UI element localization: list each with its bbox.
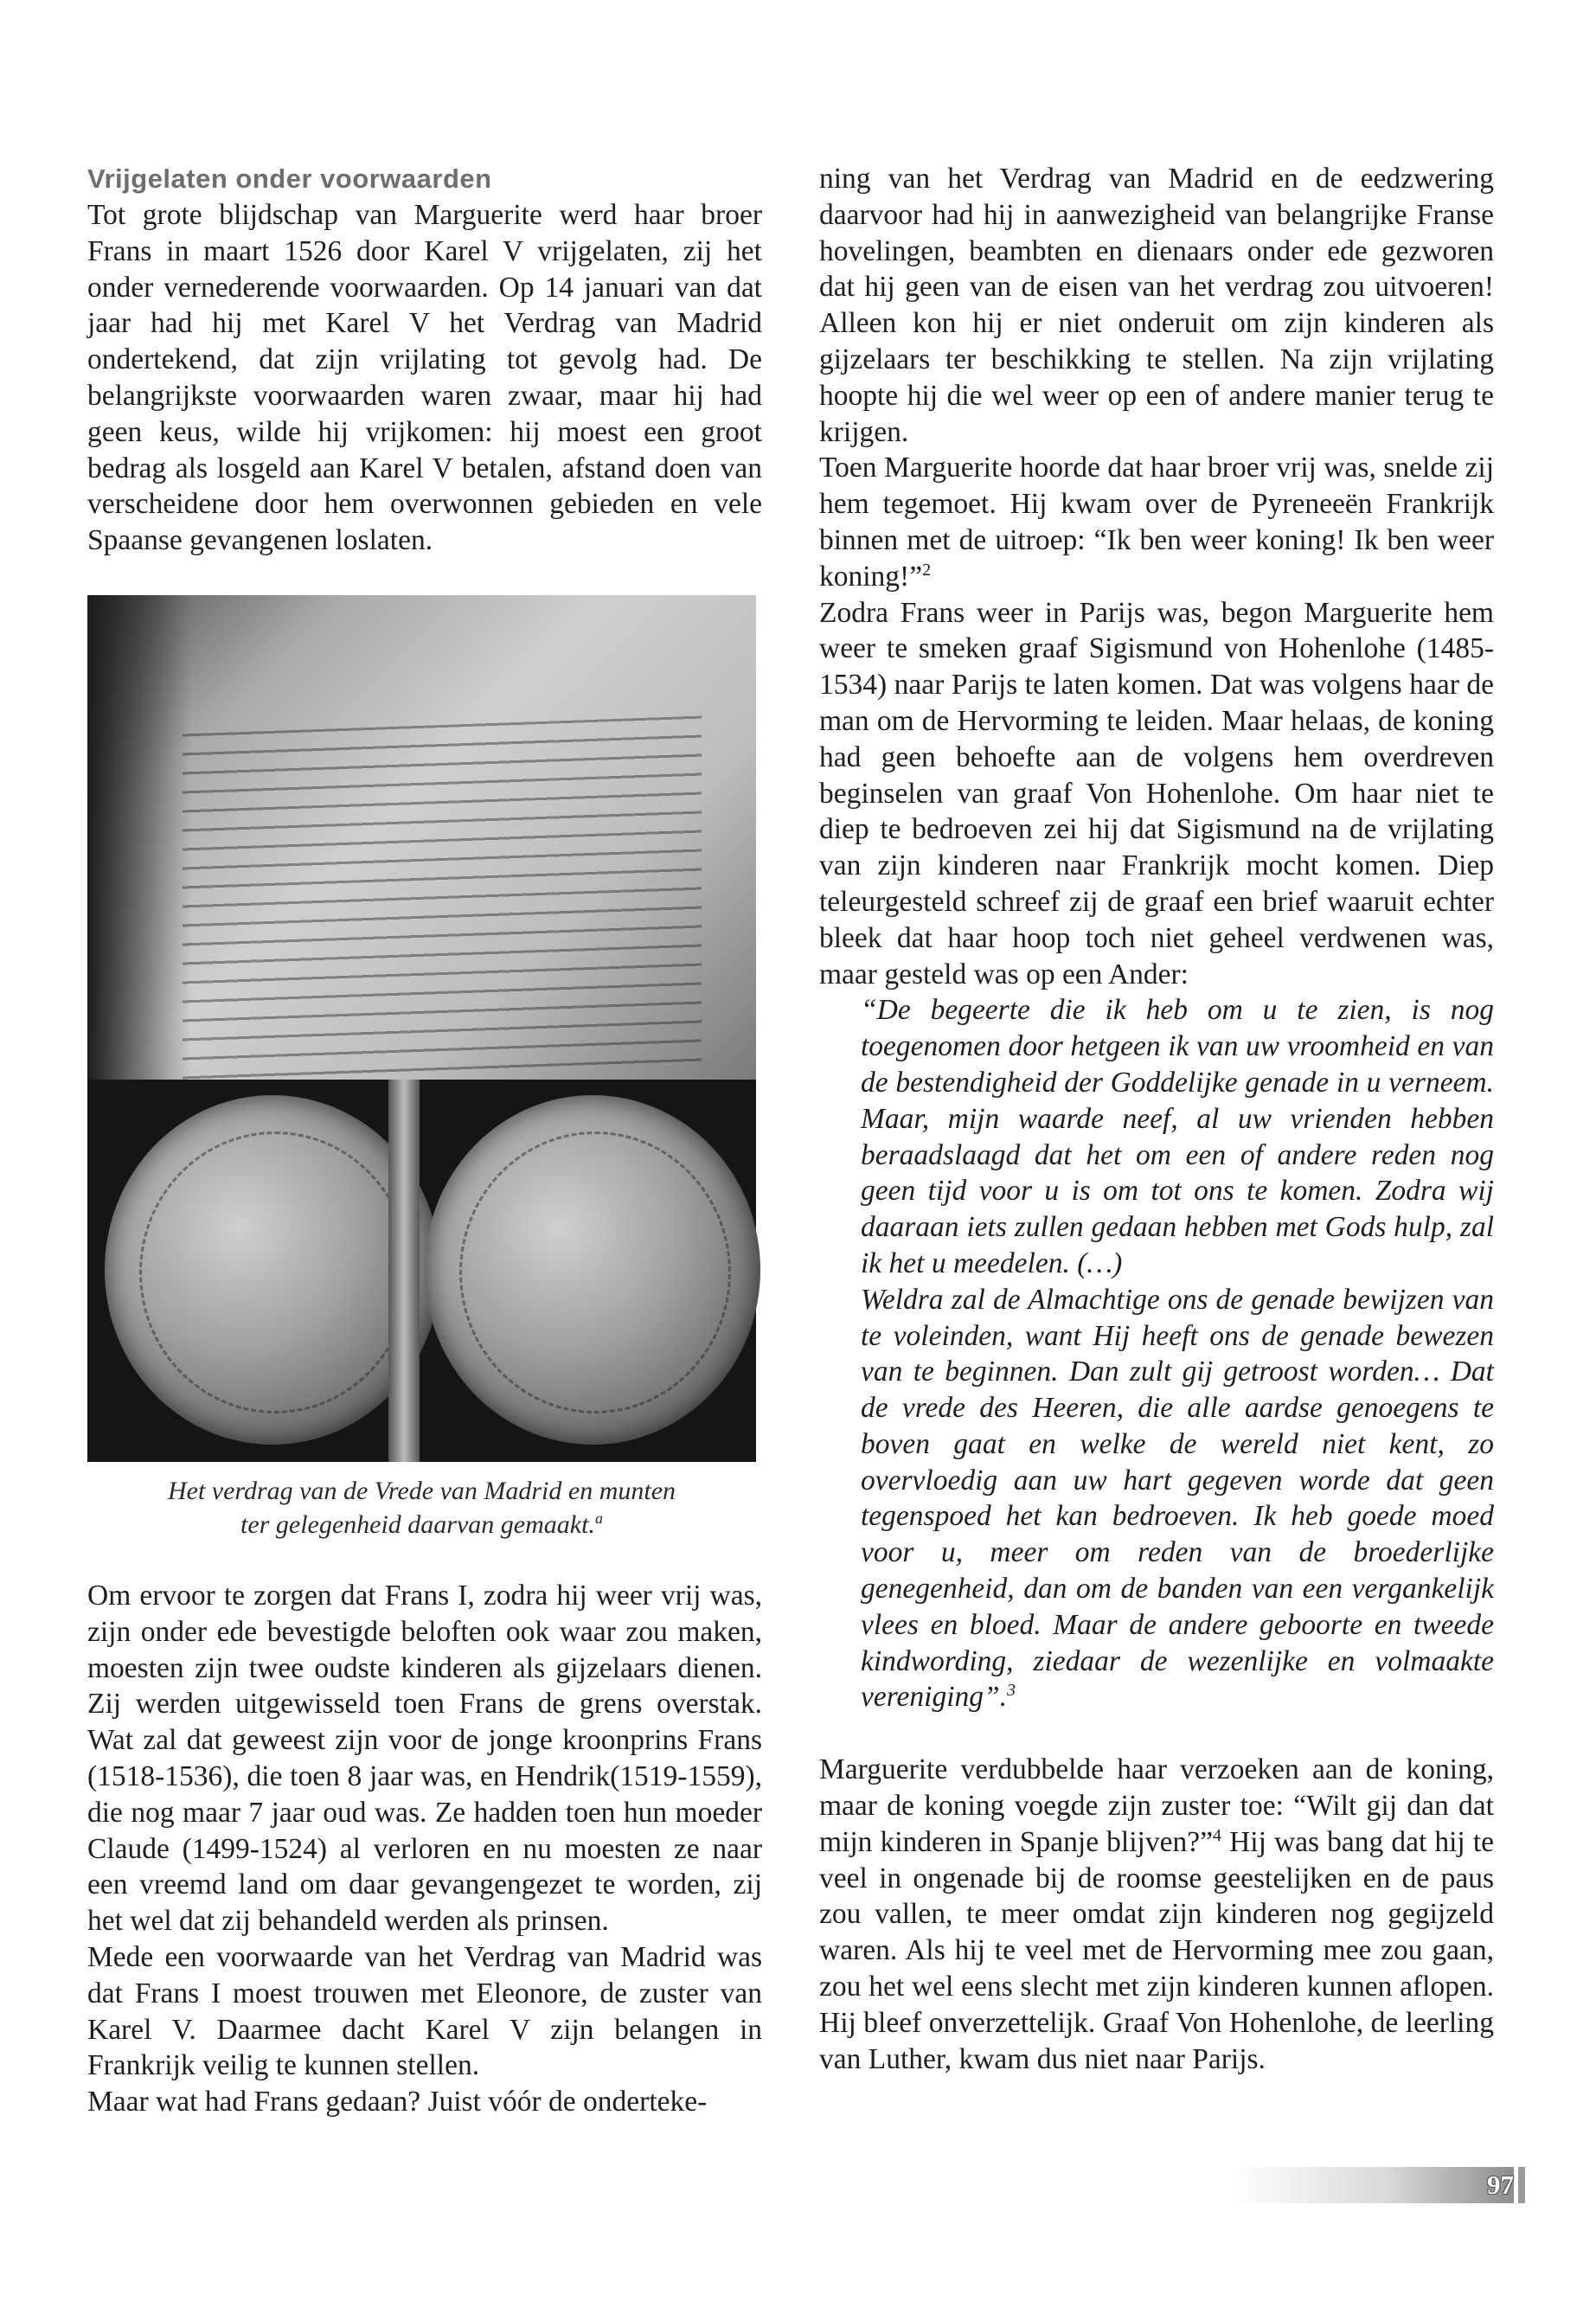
coin-reverse-image (425, 1095, 760, 1445)
caption-line-2: ter gelegenheid daarvan gemaakt. (240, 1509, 595, 1539)
paragraph (819, 450, 1494, 594)
right-column (819, 161, 1494, 2077)
paragraph (819, 1752, 1494, 2077)
page-number: 97 (1487, 2170, 1514, 2200)
paragraph: Tot grote blijdschap van Marguerite werd haar broer Frans in maart 1526 door Karel V vrijgelaten, zij het onder vernederende voorwaarden. Op 14 januari van dat jaar had hij met Karel V het Verdrag van Madrid ondertekend, dat zijn vrijlating tot gevolg had. De belangrijkste voorwaarden waren zwaar, maar hij had geen keus, wilde hij vrijkomen: hij moest een groot bedrag als losgeld aan Karel V betalen, afstand doen van verscheidene door hem overwonnen gebieden en vele Spaanse gevangenen loslaten. (87, 199, 762, 557)
paragraph-text: Marguerite verdubbelde haar verzoeken aan de koning, maar de koning voegde zijn zuster toe: “Wilt gij dan dat mijn kinderen in Spanje blijven?” (819, 1753, 1494, 1858)
coins-image (87, 1080, 756, 1462)
footnote-marker: 2 (922, 560, 932, 580)
paragraph: Om ervoor te zorgen dat Frans I, zodra hij weer vrij was, zijn onder ede bevestigde beloften ook waar zou maken, moesten zijn twee oudste kinderen als gijzelaars dienen. Zij werden uitgewisseld toen Frans de grens overstak. Wat zal dat geweest zijn voor de jonge kroonprins Frans (1518-1536), die toen 8 jaar was, en Hendrik(1519-1559), die nog maar 7 jaar oud was. Ze hadden toen hun moeder Claude (1499-1524) al verloren en nu moesten ze naar een vreemd land om daar gevangengezet te worden, zij het wel dat zij behandeld werden als prinsen. (87, 1579, 762, 1938)
caption-footnote-marker: a (594, 1509, 603, 1527)
figure-caption (87, 1474, 756, 1541)
figure (87, 595, 756, 1541)
section-heading: Vrijgelaten onder voorwaarden (87, 163, 492, 194)
treaty-document-image (87, 595, 756, 1080)
footnote-marker: 3 (1007, 1681, 1016, 1701)
caption-line-1: Het verdrag van de Vrede van Madrid en munten (167, 1476, 676, 1505)
paragraph: ning van het Verdrag van Madrid en de eedzwering daarvoor had hij in aanwezigheid van belangrijke Franse hovelingen, beambten en dienaars onder ede gezworen dat hij geen van de eisen van het verdrag zou uitvoeren! Alleen kon hij er niet onderuit om zijn kinderen als gijzelaars ter beschikking te stellen. Na zijn vrijlating hoopte hij die wel weer op een of andere manier terug te krijgen. (819, 163, 1494, 448)
paragraph: Mede een voorwaarde van het Verdrag van Madrid was dat Frans I moest trouwen met Eleonore, de zuster van Karel V. Daarmee dacht Karel V zijn belangen in Frankrijk veilig te kunnen stellen. (87, 1940, 762, 2082)
left-column (87, 161, 762, 2120)
paragraph: Maar wat had Frans gedaan? Juist vóór de onderteke- (87, 2086, 708, 2118)
paragraph: Zodra Frans weer in Parijs was, begon Marguerite hem weer te smeken graaf Sigismund von Hohenlohe (1485-1534) naar Parijs te laten komen. Dat was volgens haar de man om de Hervorming te leiden. Maar helaas, de koning had geen behoefte aan de volgens hem overdreven beginselen van graaf Von Hohenlohe. Om haar niet te diep te bedroeven zei hij dat Sigismund na de vrijlating van zijn kinderen naar Frankrijk mocht komen. Diep teleurgesteld schreef zij de graaf een brief waaruit echter bleek dat haar hoop toch niet geheel verdwenen was, maar gesteld was op een Ander: (819, 596, 1494, 990)
footer-edge-bar (1518, 2167, 1525, 2203)
block-quote: “De begeerte die ik heb om u te zien, is nog toegenomen door hetgeen ik van uw vroomheid en van de bestendigheid der Goddelijke genade in u verneem. Maar, mijn waarde neef, al uw vrienden hebben beraadslaagd dat het om een of andere reden nog geen tijd voor u is om tot ons te komen. Zodra wij daaraan iets zullen gedaan hebben met Gods hulp, zal ik het u meedelen. (…) (861, 994, 1494, 1279)
block-quote (861, 1282, 1494, 1716)
quote-text: Weldra zal de Almachtige ons de genade bewijzen van te voleinden, want Hij heeft ons de genade bewezen van te beginnen. Dan zult gij getroost worden… Dat de vrede des Heeren, die alle aardse genoegens te boven gaat en welke de wereld niet kent, zo overvloedig aan uw hart gegeven worde dat geen tegenspoed het kan bedroeven. Ik heb goede moed voor u, meer om reden van de broederlijke genegenheid, dan om de banden van een vergankelijk vlees en bloed. Maar de andere geboorte en tweede kindwording, ziedaar de wezenlijke en volmaakte vereniging”. (861, 1283, 1494, 1714)
paragraph-text: Hij was bang dat hij te veel in ongenade bij de roomse geestelijken en de paus zou vallen, te meer omdat zijn kinderen nog gegijzeld waren. Als hij te veel met de Hervorming mee zou gaan, zou het wel eens slecht met zijn kinderen kunnen aflopen. Hij bleef onverzettelijk. Graaf Von Hohenlohe, de leerling van Luther, kwam dus niet naar Parijs. (819, 1825, 1494, 2075)
footnote-marker: 4 (1212, 1825, 1222, 1845)
paragraph-text: Toen Marguerite hoorde dat haar broer vrij was, snelde zij hem tegemoet. Hij kwam over de Pyreneeën Frankrijk binnen met de uitroep: “Ik ben weer koning! Ik ben weer koning!” (819, 452, 1494, 593)
figure-photo (87, 595, 756, 1462)
coin-edge-image (388, 1080, 420, 1462)
